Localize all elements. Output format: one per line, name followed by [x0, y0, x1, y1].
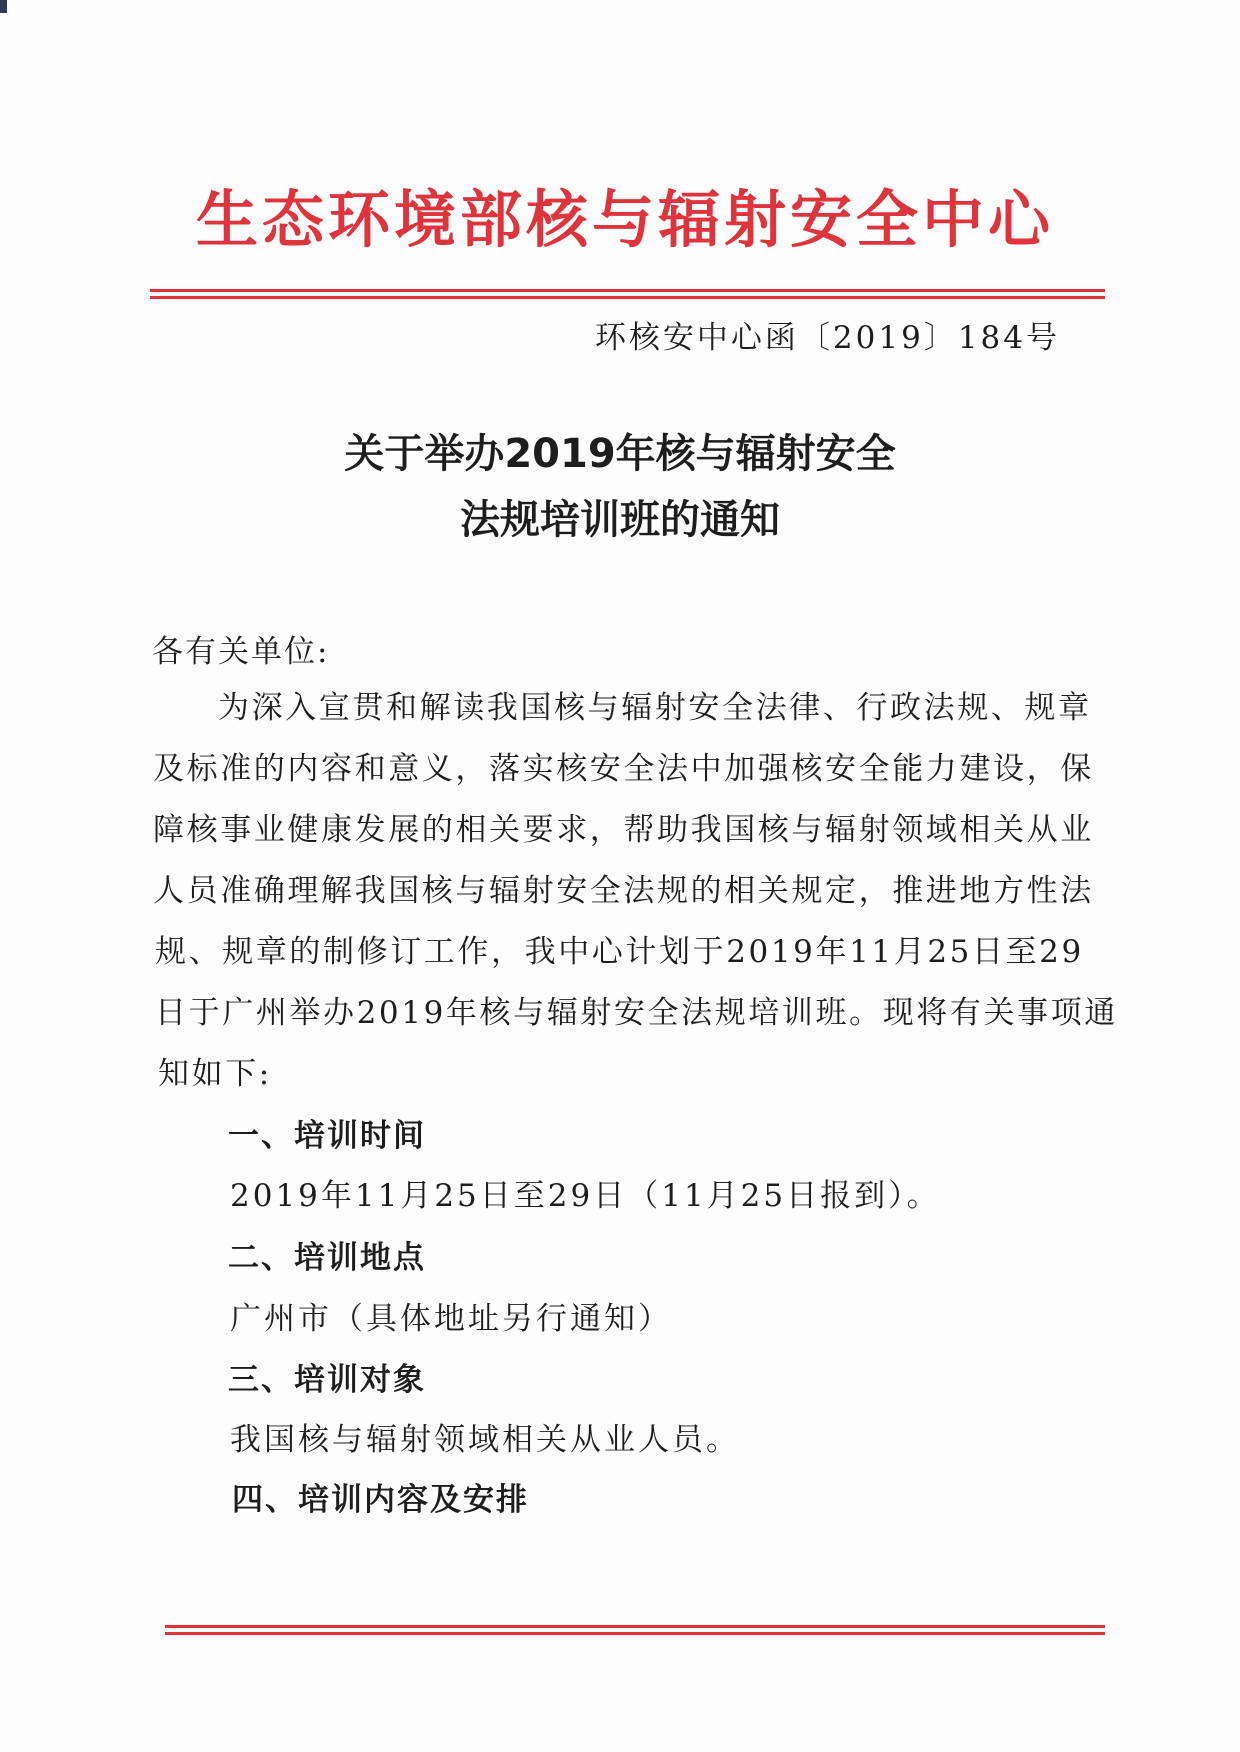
notice-title-line-1: 关于举办2019年核与辐射安全	[344, 431, 896, 477]
scan-corner-mark	[0, 0, 7, 13]
header-red-rule-bottom	[150, 296, 1105, 299]
organization-letterhead: 生态环境部核与辐射安全中心	[195, 183, 1054, 256]
header-red-rule-top	[150, 289, 1105, 292]
footer-red-rule-top	[165, 1625, 1105, 1628]
paragraph-line: 知如下:	[158, 1056, 272, 1092]
salutation: 各有关单位:	[152, 634, 330, 670]
section-heading-location: 二、培训地点	[228, 1240, 426, 1276]
paragraph-line: 及标准的内容和意义，落实核安全法中加强核安全能力建设，保	[153, 751, 1094, 787]
section-heading-audience: 三、培训对象	[228, 1362, 426, 1398]
footer-red-rule-bottom	[165, 1632, 1105, 1635]
section-text-location: 广州市（具体地址另行通知）	[230, 1301, 672, 1337]
paragraph-line: 规、规章的制修订工作，我中心计划于2019年11月25日至29	[155, 934, 1084, 970]
notice-title-line-2: 法规培训班的通知	[460, 497, 780, 543]
paragraph-line: 为深入宣贯和解读我国核与辐射安全法律、行政法规、规章	[218, 690, 1092, 726]
section-heading-content: 四、培训内容及安排	[232, 1482, 529, 1518]
section-text-time: 2019年11月25日至29日（11月25日报到）。	[230, 1178, 941, 1214]
paragraph-line: 日于广州举办2019年核与辐射安全法规培训班。现将有关事项通	[155, 995, 1118, 1031]
section-text-audience: 我国核与辐射领域相关从业人员。	[230, 1422, 740, 1458]
paragraph-line: 障核事业健康发展的相关要求，帮助我国核与辐射领域相关从业	[153, 812, 1094, 848]
document-number: 环核安中心函〔2019〕184号	[594, 320, 1060, 356]
paragraph-line: 人员准确理解我国核与辐射安全法规的相关规定，推进地方性法	[153, 873, 1094, 909]
section-heading-time: 一、培训时间	[228, 1118, 426, 1154]
